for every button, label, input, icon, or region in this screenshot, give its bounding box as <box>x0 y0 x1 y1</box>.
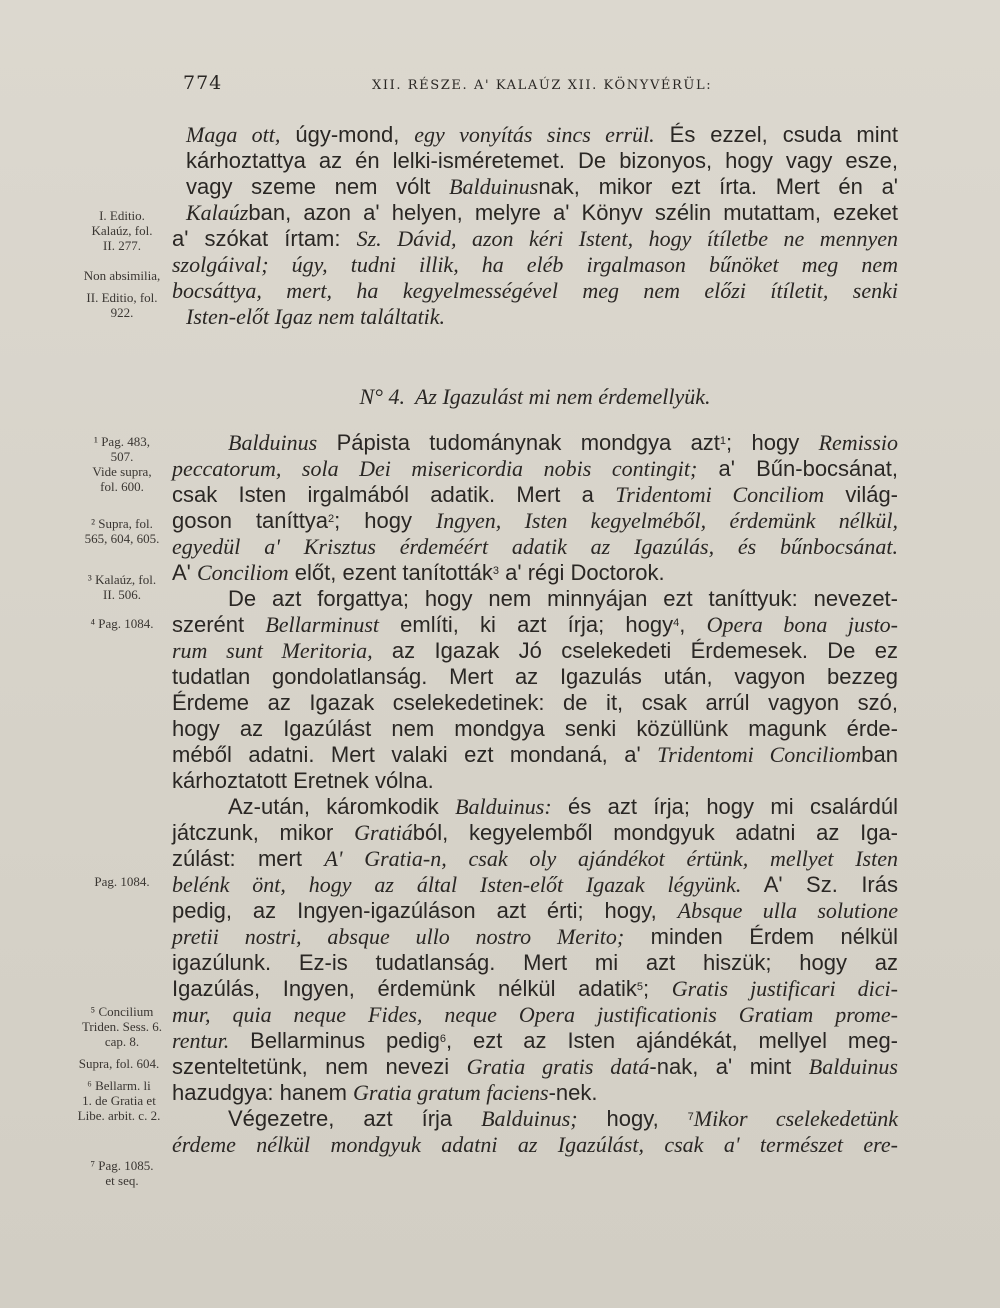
text-span: Az-után, káromkodik <box>228 794 456 819</box>
text-line <box>172 794 898 820</box>
margin-line: 565, 604, 605. <box>84 531 160 546</box>
margin-line: Supra, fol. 604. <box>78 1056 160 1071</box>
text-span: peccatorum, sola Dei misericordia nobis contingit; <box>172 456 698 481</box>
text-span: hazudgya: hanem <box>172 1080 354 1105</box>
text-line <box>172 768 898 794</box>
text-span: Tridentomi Conciliom <box>615 482 825 507</box>
running-head: XII. RÉSZE. A' KALAÚZ XII. KÖNYVÉRÜL: <box>372 78 713 93</box>
text-line <box>172 482 898 508</box>
paragraph-continuation <box>172 122 898 330</box>
text-span: nak, mikor ezt írta. Mert én a' <box>538 174 899 199</box>
margin-note-fn3 <box>72 572 172 602</box>
margin-note-fn1 <box>72 434 172 494</box>
text-span: mur, quia neque Fides, neque Opera justificationis Gratiam prome- <box>172 1002 898 1027</box>
margin-line: 922. <box>110 305 134 320</box>
text-line <box>172 148 898 174</box>
margin-note-supra604 <box>62 1056 176 1071</box>
text-line <box>172 690 898 716</box>
text-span: -nek. <box>548 1080 598 1105</box>
text-span: Balduinus <box>449 174 539 199</box>
text-span: Gratiá <box>354 820 413 845</box>
text-line <box>172 638 898 664</box>
text-span: egyedül a' Krisztus érdeméért adatik az Igazúlás, és bűnbocsánat. <box>172 534 898 559</box>
text-line <box>172 612 898 638</box>
text-line <box>172 1028 898 1054</box>
text-span: Maga ott, <box>186 122 281 147</box>
margin-line: I. Editio. <box>99 208 145 223</box>
text-line <box>172 508 898 534</box>
text-line <box>172 226 898 252</box>
footnote-mark: 7 <box>687 1111 694 1123</box>
margin-note-editio1 <box>72 208 172 253</box>
text-span: szolgáival; úgy, tudni illik, ha eléb irgalmason bűnöket meg nem <box>172 252 898 277</box>
text-span: zúlást: mert <box>172 846 325 871</box>
text-span: igazúlunk. Ez-is tudatlanság. Mert mi azt hiszük; hogy az <box>172 950 898 975</box>
text-line <box>172 872 898 898</box>
text-line <box>172 1002 898 1028</box>
text-line <box>172 1106 898 1132</box>
page-header <box>0 72 1000 102</box>
text-span: Igazúlás, Ingyen, érdemünk nélkül adatik <box>172 976 637 1001</box>
text-span: bocsáttya, mert, ha kegyelmességével meg nem előzi ítíletit, senki <box>172 278 898 303</box>
margin-line: fol. 600. <box>100 479 144 494</box>
text-line <box>172 716 898 742</box>
text-line <box>172 456 898 482</box>
text-line <box>172 278 898 304</box>
footnote-mark: 1 <box>719 435 727 447</box>
text-span: szenteltetünk, nem nevezi <box>172 1054 467 1079</box>
text-line <box>172 820 898 846</box>
text-line <box>172 430 898 456</box>
margin-line: Pag. 1084. <box>94 874 150 889</box>
text-span: világ- <box>824 482 899 507</box>
text-span: belénk önt, hogy az által Isten-előt Igazak légyünk. <box>172 872 742 897</box>
text-span: pedig, az Ingyen-igazúláson azt érti; hogy, <box>172 898 678 923</box>
text-span: rentur. <box>172 1028 230 1053</box>
text-span: ; hogy <box>334 508 436 533</box>
margin-note-editio2 <box>72 290 172 320</box>
text-span: vagy szeme nem vólt <box>186 174 450 199</box>
text-span: Tridentomi Conciliom <box>657 742 862 767</box>
text-span: Balduinus <box>228 430 318 455</box>
footnote-mark: 6 <box>439 1033 446 1045</box>
margin-line: Libe. arbit. c. 2. <box>77 1108 161 1123</box>
margin-note-fn4 <box>72 616 172 631</box>
text-span: kárhoztatott Eretnek vólna. <box>172 768 434 793</box>
section-title: Az Igazulást mi nem érdemellyük. <box>414 384 711 409</box>
margin-line: 507. <box>110 449 134 464</box>
margin-line: 1. de Gratia et <box>82 1093 156 1108</box>
margin-line: Vide supra, <box>92 464 152 479</box>
margin-line: Kalaúz, fol. <box>91 223 153 238</box>
margin-note-fn7 <box>72 1158 172 1188</box>
text-span: Balduinus; <box>481 1106 578 1131</box>
text-line <box>172 586 898 612</box>
text-line <box>172 950 898 976</box>
text-span: Conciliom <box>197 560 289 585</box>
text-span: Bellarminust <box>265 612 379 637</box>
text-span: Opera bona justo- <box>706 612 899 637</box>
margin-line: Triden. Sess. 6. <box>81 1019 163 1034</box>
text-span: Bellarminus pedig <box>229 1028 440 1053</box>
text-span: Gratis justificari dici- <box>671 976 898 1001</box>
footnote-mark: 4 <box>673 617 680 629</box>
text-span: ból, kegyelemből mondgyuk adatni az Iga- <box>412 820 898 845</box>
margin-note-fn5 <box>68 1004 176 1049</box>
text-span: Isten-előt Igaz nem találtatik. <box>186 304 446 329</box>
text-line <box>172 898 898 924</box>
text-line <box>172 174 898 200</box>
text-span: Balduinus: <box>455 794 552 819</box>
text-span: pretii nostri, absque ullo nostro Merito; <box>172 924 625 949</box>
text-line <box>172 1054 898 1080</box>
text-span: az Igazak Jó cselekedeti Érdemesek. De ez <box>372 638 898 663</box>
text-span: Balduinus <box>808 1054 898 1079</box>
text-span: , ezt az Isten ajándékát, mellyel meg- <box>445 1028 899 1053</box>
text-span: Sz. Dávid, azon kéri Istent, hogy ítíletbe ne mennyen <box>356 226 898 251</box>
text-span: méből adatni. Mert valaki ezt mondaná, a' <box>172 742 658 767</box>
text-span: , <box>679 612 707 637</box>
text-span: szerént <box>172 612 266 637</box>
text-span: ; hogy <box>726 430 819 455</box>
text-span: kárhoztattya az én lelki-isméretemet. De bizonyos, hogy vagy esze, <box>186 148 898 173</box>
text-span: Gratia gratis datá <box>466 1054 650 1079</box>
section-heading <box>172 384 898 410</box>
text-line <box>172 846 898 872</box>
text-span: hogy az Igazúlást nem mondgya senki közüllünk magunk érde- <box>172 716 898 741</box>
margin-line: ⁷ Pag. 1085. <box>90 1158 154 1173</box>
text-span: hogy, <box>577 1106 688 1131</box>
margin-note-non <box>62 268 182 283</box>
text-span: a' Bűn-bocsánat, <box>697 456 898 481</box>
text-line <box>172 252 898 278</box>
margin-note-fn2 <box>68 516 176 546</box>
text-span: Absque ulla solutione <box>677 898 899 923</box>
text-line <box>172 1080 898 1106</box>
text-span: csak Isten irgalmából adatik. Mert a <box>172 482 616 507</box>
text-span: Pápista tudománynak mondgya azt <box>317 430 720 455</box>
text-span: és azt írja; hogy mi csalárdúl <box>551 794 898 819</box>
text-span: egy vonyítás sincs errül. <box>414 122 655 147</box>
text-line <box>172 924 898 950</box>
text-line <box>172 200 898 226</box>
margin-line: ¹ Pag. 483, <box>94 434 150 449</box>
text-line <box>172 534 898 560</box>
text-line <box>172 560 898 586</box>
text-span: Ingyen, Isten kegyelméből, érdemünk nélkül, <box>435 508 898 533</box>
margin-line: II. 277. <box>103 238 141 253</box>
text-span: úgy-mond, <box>280 122 415 147</box>
footnote-mark: 2 <box>328 513 335 525</box>
text-span: Mikor cselekedetünk <box>693 1106 898 1131</box>
text-span: -nak, a' mint <box>649 1054 809 1079</box>
text-span: rum sunt Meritoria, <box>172 638 373 663</box>
margin-note-pag1084 <box>72 874 172 889</box>
text-line <box>172 122 898 148</box>
text-line <box>172 304 898 330</box>
section-number: N° 4. <box>359 384 405 409</box>
text-span: minden Érdem nélkül <box>624 924 898 949</box>
text-span: Érdeme az Igazak cselekedetinek: de it, csak arrúl vagyon szó, <box>172 690 898 715</box>
text-line <box>172 1132 898 1158</box>
text-span: Remissio <box>818 430 899 455</box>
text-span: A' <box>172 560 197 585</box>
text-line <box>172 742 898 768</box>
text-span: ban, azon a' helyen, melyre a' Könyv szélin mutattam, ezeket <box>248 200 898 225</box>
footnote-mark: 5 <box>636 981 643 993</box>
text-span: említi, ki azt írja; hogy <box>379 612 674 637</box>
text-span: És ezzel, csuda mint <box>654 122 898 147</box>
margin-line: II. Editio, fol. <box>86 290 158 305</box>
text-span: A' Gratia-n, csak oly ajándékot értünk, mellyet Isten <box>324 846 898 871</box>
margin-line: ² Supra, fol. <box>91 516 153 531</box>
margin-line: cap. 8. <box>104 1034 140 1049</box>
text-span: érdeme nélkül mondgyuk adatni az Igazúlást, csak a' természet ere- <box>172 1132 898 1157</box>
text-line <box>172 976 898 1002</box>
footnote-mark: 3 <box>492 565 500 577</box>
text-span: tudatlan gondolatlanság. Mert az Igazulás után, vagyon bezzeg <box>172 664 898 689</box>
margin-line: ⁴ Pag. 1084. <box>90 616 154 631</box>
text-span: ban <box>861 742 898 767</box>
text-span: Végezetre, azt írja <box>228 1106 482 1131</box>
margin-line: II. 506. <box>103 587 141 602</box>
text-span: De azt forgattya; hogy nem minnyájan ezt taníttyuk: nevezet- <box>228 586 898 611</box>
text-span: a' régi Doctorok. <box>499 560 665 585</box>
text-span: Kalaúz <box>186 200 249 225</box>
margin-line: ³ Kalaúz, fol. <box>87 572 157 587</box>
page-number: 774 <box>183 72 223 94</box>
margin-line: Non absimilia, <box>83 268 161 283</box>
text-line <box>172 664 898 690</box>
section-body <box>172 430 898 1158</box>
margin-line: ⁶ Bellarm. li <box>87 1078 151 1093</box>
text-span: goson taníttya <box>172 508 329 533</box>
margin-line: ⁵ Concilium <box>90 1004 154 1019</box>
text-span: A' Sz. Irás <box>741 872 898 897</box>
text-span: ; <box>643 976 672 1001</box>
text-span: játczunk, mikor <box>172 820 355 845</box>
margin-note-fn6 <box>62 1078 176 1123</box>
text-span: Gratia gratum faciens <box>353 1080 549 1105</box>
text-span: a' szókat írtam: <box>172 226 357 251</box>
margin-line: et seq. <box>105 1173 139 1188</box>
text-span: előt, ezent tanították <box>288 560 493 585</box>
